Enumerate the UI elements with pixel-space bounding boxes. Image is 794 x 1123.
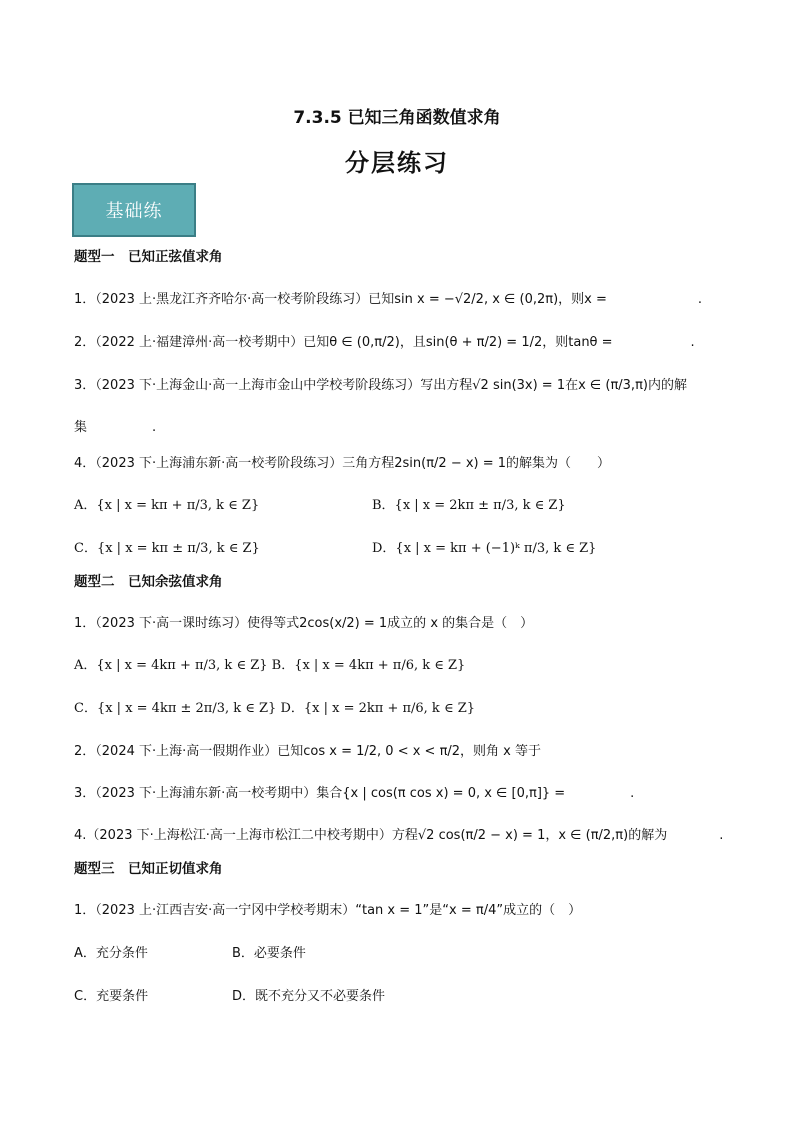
question-text: 4.（2023 下·上海松江·高一上海市松江二中校考期中）方程√2 cos(π/2 − x) = 1，x ∈ (π/2,π)的解为 .	[74, 828, 724, 843]
option-a: A．{x | x = kπ + π/3, k ∈ Z}	[74, 498, 260, 513]
question-text: 3．（2023 下·上海浦东新·高一校考期中）集合{x | cos(π cos x) = 0, x ∈ [0,π]} = .	[74, 786, 635, 801]
question-text: 1．（2023 上·黑龙江齐齐哈尔·高一校考阶段练习）已知sin x = −√2/2, x ∈ (0,2π)，则x = .	[74, 292, 702, 307]
document-subtitle: 分层练习	[345, 149, 449, 177]
option-d: D．{x | x = kπ + (−1)ᵏ π/3, k ∈ Z}	[372, 541, 597, 556]
option-a-b: A．{x | x = 4kπ + π/3, k ∈ Z} B．{x | x = 4kπ + π/6, k ∈ Z}	[74, 658, 466, 673]
option-b: B．必要条件	[232, 946, 306, 961]
option-c: C．{x | x = kπ ± π/3, k ∈ Z}	[74, 541, 260, 556]
option-b: B．{x | x = 2kπ ± π/3, k ∈ Z}	[372, 498, 566, 513]
level-badge: 基础练	[72, 183, 196, 237]
question-text: 4．（2023 下·上海浦东新·高一校考阶段练习）三角方程2sin(π/2 − x) = 1的解集为（ ）	[74, 456, 611, 471]
option-d: D．既不充分又不必要条件	[232, 989, 386, 1004]
option-a: A．充分条件	[74, 946, 148, 961]
option-c-d: C．{x | x = 4kπ ± 2π/3, k ∈ Z} D．{x | x = 2kπ + π/6, k ∈ Z}	[74, 701, 476, 716]
document-title: 7.3.5 已知三角函数值求角	[293, 108, 501, 128]
section-heading-cosine: 题型二 已知余弦值求角	[74, 574, 223, 590]
question-text: 2．（2024 下·上海·高一假期作业）已知cos x = 1/2, 0 < x < π/2，则角 x 等于	[74, 744, 542, 759]
question-text: 1．（2023 上·江西吉安·高一宁冈中学校考期末）“tan x = 1”是“x = π/4”成立的（ ）	[74, 903, 582, 918]
option-c: C．充要条件	[74, 989, 149, 1004]
question-text: 3．（2023 下·上海金山·高一上海市金山中学校考阶段练习）写出方程√2 sin(3x) = 1在x ∈ (π/3,π)内的解	[74, 378, 687, 393]
question-text-continuation: 集 .	[74, 420, 157, 435]
question-text: 1．（2023 下·高一课时练习）使得等式2cos(x/2) = 1成立的 x 的集合是（ ）	[74, 616, 534, 631]
question-text: 2．（2022 上·福建漳州·高一校考期中）已知θ ∈ (0,π/2)，且sin(θ + π/2) = 1/2，则tanθ = .	[74, 335, 695, 350]
section-heading-tangent: 题型三 已知正切值求角	[74, 861, 223, 877]
section-heading-sine: 题型一 已知正弦值求角	[74, 249, 223, 265]
